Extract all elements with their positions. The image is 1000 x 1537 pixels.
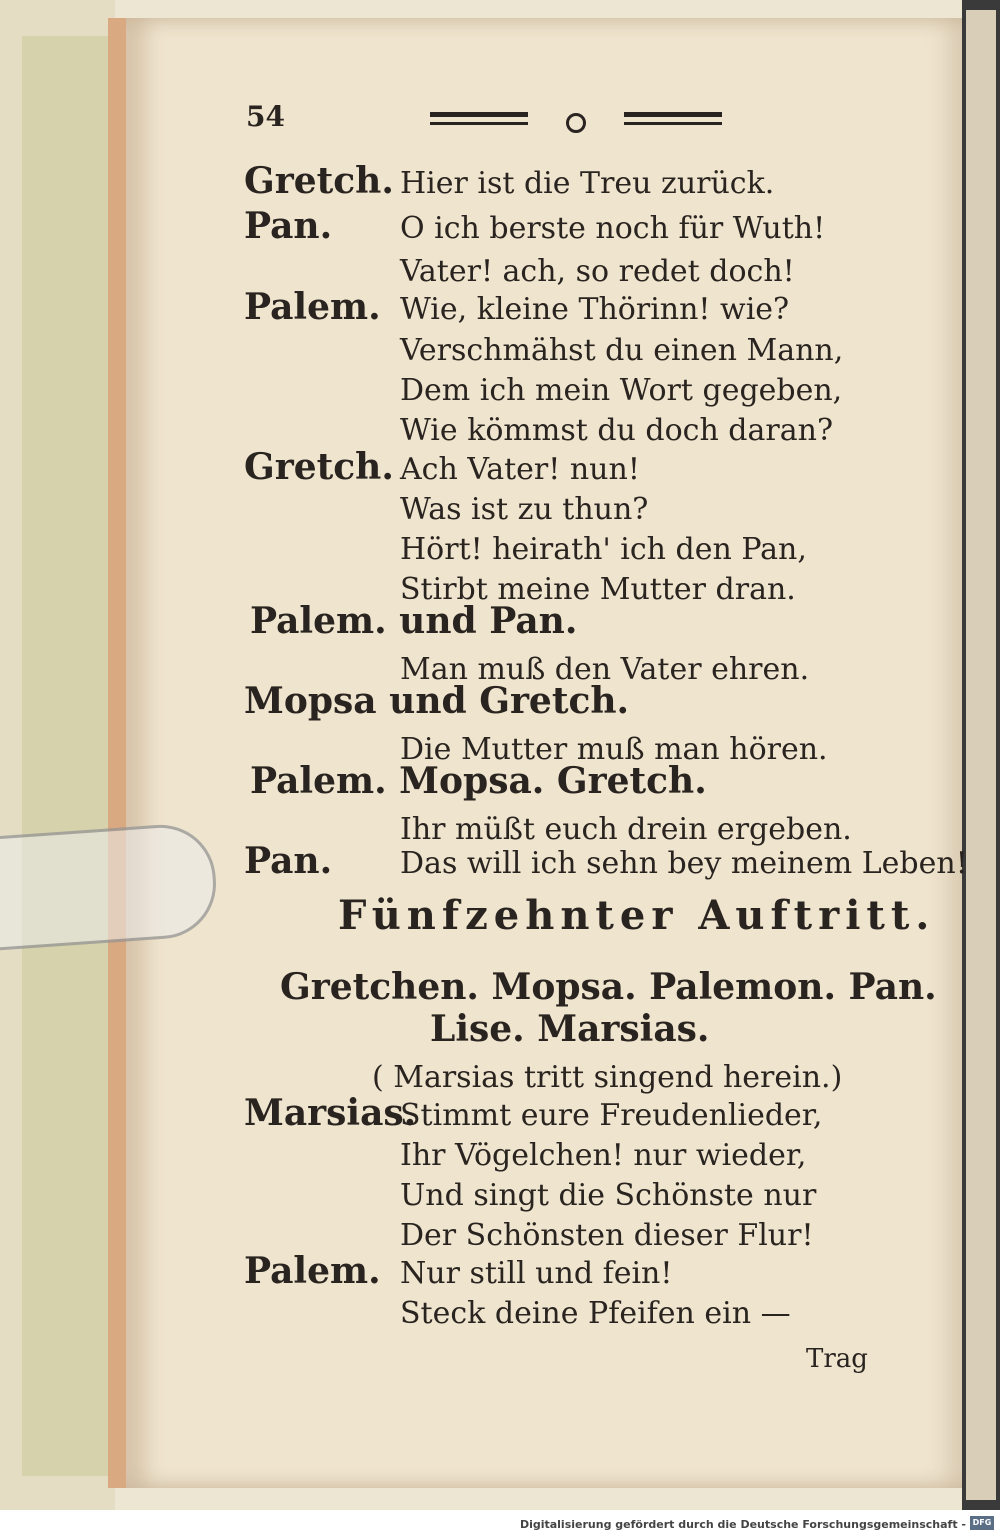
speaker: Palem.: [244, 1250, 381, 1292]
verse-line: Wie kömmst du doch daran?: [400, 413, 834, 448]
verse-line: Stirbt meine Mutter dran.: [400, 572, 796, 607]
speaker: Gretch.: [244, 160, 394, 202]
speaker: Palem. und Pan.: [250, 600, 578, 642]
verse-line: Verschmähst du einen Mann,: [400, 333, 844, 368]
speaker: Pan.: [244, 840, 333, 882]
header-rule-right-2: [624, 122, 722, 125]
speaker: Palem.: [244, 286, 381, 328]
verse-line: Ihr Vögelchen! nur wieder,: [400, 1138, 807, 1173]
speaker: Mopsa und Gretch.: [244, 680, 630, 722]
verse-line: Ihr müßt euch drein ergeben.: [400, 812, 852, 847]
header-rule-left-2: [430, 122, 528, 125]
book-cover-edge: [22, 36, 116, 1476]
facing-page-edge: [966, 10, 996, 1500]
verse-line: Hört! heirath' ich den Pan,: [400, 532, 807, 567]
catchword: Trag: [806, 1344, 868, 1374]
verse-line: Nur still und fein!: [400, 1256, 673, 1291]
verse-line: Steck deine Pfeifen ein —: [400, 1296, 791, 1331]
verse-line: Die Mutter muß man hören.: [400, 732, 828, 767]
speaker: Gretch.: [244, 446, 394, 488]
header-ornament: [566, 113, 586, 133]
verse-line: Und singt die Schönste nur: [400, 1178, 817, 1213]
speaker: Palem. Mopsa. Gretch.: [250, 760, 707, 802]
footer-credit: Digitalisierung gefördert durch die Deutsche Forschungsgemeinschaft -: [519, 1518, 966, 1531]
verse-line: Ach Vater! nun!: [400, 452, 640, 487]
page-block-edge: [108, 18, 126, 1488]
verse-line: Der Schönsten dieser Flur!: [400, 1218, 814, 1253]
verse-line: Vater! ach, so redet doch!: [400, 254, 795, 289]
characters-list: Gretchen. Mopsa. Palemon. Pan.: [280, 966, 937, 1008]
verse-line: Man muß den Vater ehren.: [400, 652, 810, 687]
verse-line: Dem ich mein Wort gegeben,: [400, 373, 843, 408]
verse-line: Hier ist die Treu zurück.: [400, 166, 775, 201]
header-rule-right: [624, 112, 722, 117]
characters-list: Lise. Marsias.: [430, 1008, 710, 1050]
speaker: Marsias.: [244, 1092, 417, 1134]
verse-line: Das will ich sehn bey meinem Leben!: [400, 846, 968, 881]
verse-line: Stimmt eure Freudenlieder,: [400, 1098, 823, 1133]
verse-line: Wie, kleine Thörinn! wie?: [400, 292, 790, 327]
page-number: 54: [246, 100, 285, 133]
verse-line: O ich berste noch für Wuth!: [400, 211, 826, 246]
speaker: Pan.: [244, 205, 333, 247]
stage-direction: ( Marsias tritt singend herein.): [372, 1060, 843, 1095]
dfg-logo-icon: DFG: [970, 1516, 994, 1530]
header-rule-left: [430, 112, 528, 117]
section-title: Fünfzehnter Auftritt.: [338, 892, 936, 939]
verse-line: Was ist zu thun?: [400, 492, 649, 527]
